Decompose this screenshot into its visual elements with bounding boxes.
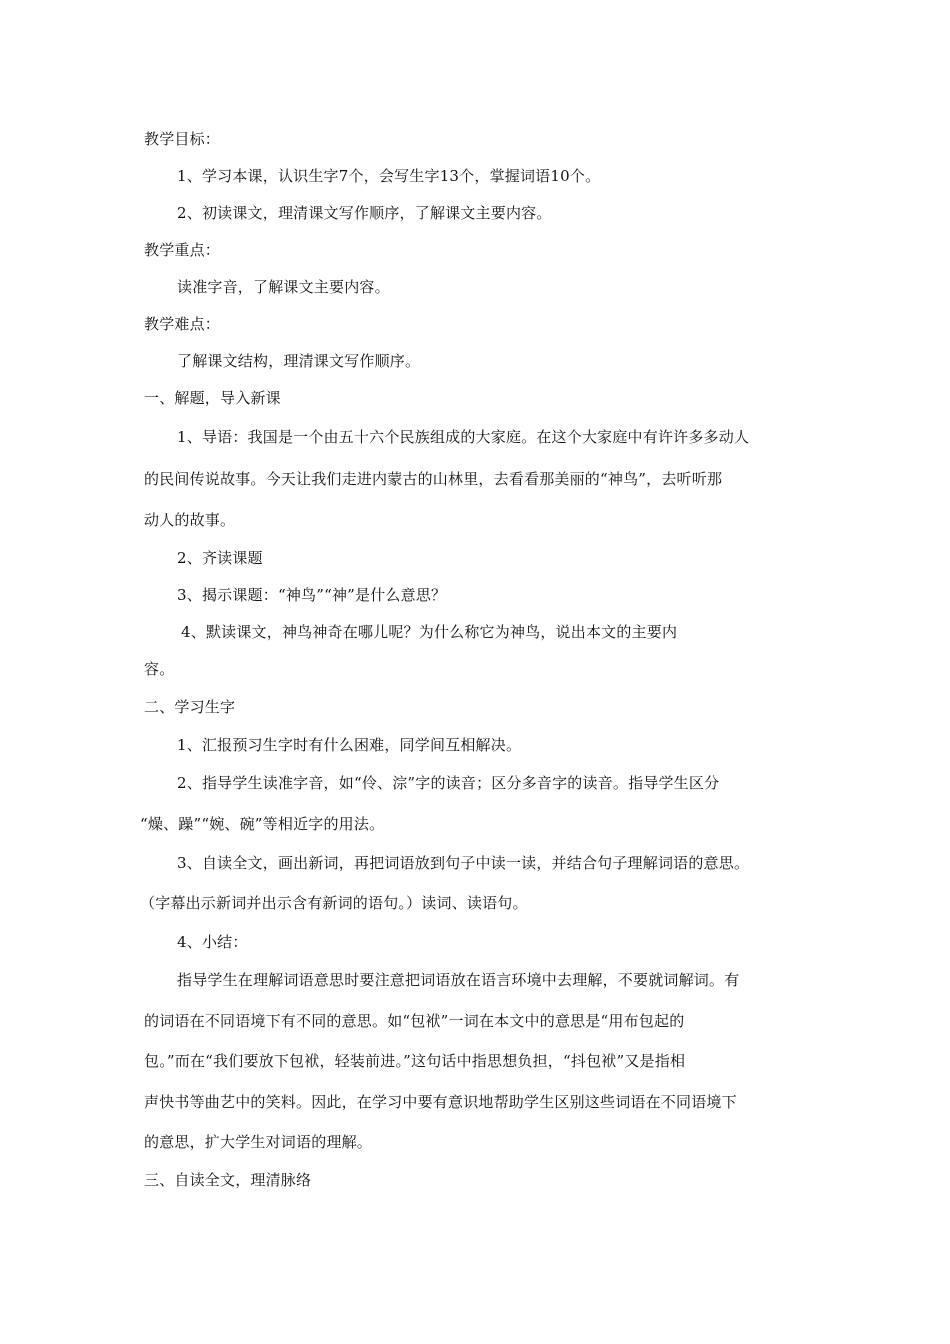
paragraph-line: （字幕出示新词并出示含有新词的语句。）读词、读语句。 bbox=[140, 894, 528, 912]
section-heading-2: 二、学习生字 bbox=[144, 698, 236, 716]
paragraph-line: 1、导语：我国是一个由五十六个民族组成的大家庭。在这个大家庭中有许许多多动人 bbox=[177, 428, 750, 446]
paragraph-line: 包。”而在“我们要放下包袱，轻装前进。”这句话中指思想负担，“抖包袱”又是指相 bbox=[144, 1052, 686, 1070]
paragraph-line: 1、汇报预习生字时有什么困难，同学间互相解决。 bbox=[177, 736, 522, 754]
paragraph-line: 3、自读全文，画出新词，再把词语放到句子中读一读，并结合句子理解词语的意思。 bbox=[177, 854, 750, 872]
paragraph-line: 容。 bbox=[144, 660, 175, 678]
paragraph-line: 的词语在不同语境下有不同的意思。如“包袱”一词在本文中的意思是“用布包起的 bbox=[144, 1012, 685, 1030]
paragraph-line: 指导学生在理解词语意思时要注意把词语放在语言环境中去理解，不要就词解词。有 bbox=[177, 971, 740, 989]
paragraph-line: 声快书等曲艺中的笑料。因此，在学习中要有意识地帮助学生区别这些词语在不同语境下 bbox=[144, 1093, 737, 1111]
heading-teaching-goals: 教学目标： bbox=[144, 130, 221, 148]
paragraph-line: 2、齐读课题 bbox=[177, 549, 263, 567]
goal-item-1: 1、学习本课，认识生字7个，会写生字13个，掌握词语10个。 bbox=[177, 167, 601, 185]
paragraph-line: 的民间传说故事。今天让我们走进内蒙古的山林里，去看看那美丽的“神鸟”，去听听那 bbox=[144, 470, 723, 488]
heading-key-points: 教学重点： bbox=[144, 241, 221, 259]
goal-item-2: 2、初读课文，理清课文写作顺序，了解课文主要内容。 bbox=[177, 204, 552, 222]
paragraph-line: 4、小结： bbox=[177, 933, 248, 951]
section-heading-3: 三、自读全文，理清脉络 bbox=[144, 1171, 312, 1189]
section-heading-1: 一、解题，导入新课 bbox=[144, 389, 281, 407]
paragraph-line: 动人的故事。 bbox=[144, 511, 236, 529]
paragraph-line: “燥、躁”“婉、碗”等相近字的用法。 bbox=[140, 815, 385, 833]
paragraph-line: 4、默读课文，神鸟神奇在哪儿呢？为什么称它为神鸟，说出本文的主要内 bbox=[181, 623, 678, 641]
key-points-text: 读准字音，了解课文主要内容。 bbox=[177, 278, 390, 296]
heading-difficulties: 教学难点： bbox=[144, 315, 221, 333]
paragraph-line: 2、指导学生读准字音，如“伶、淙”字的读音；区分多音字的读音。指导学生区分 bbox=[177, 774, 720, 792]
difficulties-text: 了解课文结构，理清课文写作顺序。 bbox=[177, 352, 421, 370]
paragraph-line: 3、揭示课题：“神鸟”“神”是什么意思？ bbox=[177, 586, 447, 604]
paragraph-line: 的意思，扩大学生对词语的理解。 bbox=[144, 1133, 373, 1151]
